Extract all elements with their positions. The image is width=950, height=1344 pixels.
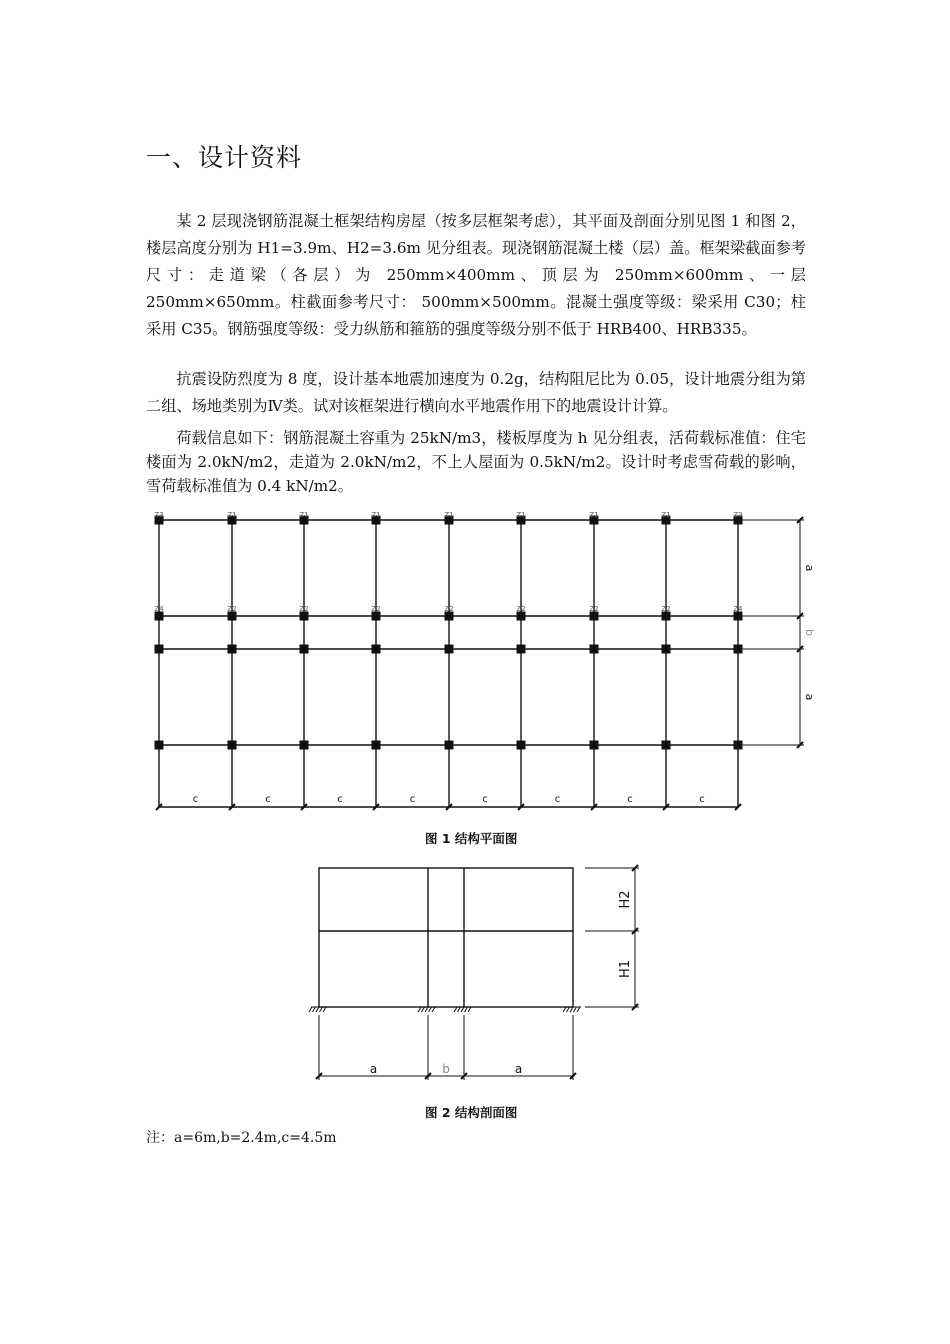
plan-column-label-top: Z3 [154, 511, 164, 519]
plan-column-label-mid: Z2 [516, 605, 526, 613]
paragraph-seismic-info: 抗震设防烈度为 8 度，设计基本地震加速度为 0.2g，结构阻尼比为 0.05，设计地震分组为第二组、场地类别为Ⅳ类。试对该框架进行横向水平地震作用下的地震设计计算。 [146, 370, 806, 415]
support-hatch [425, 1007, 428, 1012]
support-hatch [320, 1007, 323, 1012]
plan-column-r3-c8 [662, 645, 671, 654]
plan-column-label-top: Z3 [733, 511, 743, 519]
support-hatch [313, 1007, 316, 1012]
plan-column-label-top: Z1 [589, 511, 599, 519]
plan-column-label-mid: Z2 [299, 605, 309, 613]
plan-column-label-top: Z1 [661, 511, 671, 519]
figure2-caption: 图 2 结构剖面图 [425, 1105, 518, 1120]
support-hatch [454, 1007, 457, 1012]
paragraph-design-info: 某 2 层现浇钢筋混凝土框架结构房屋（按多层框架考虑），其平面及剖面分别见图 1 和图 2，楼层高度分别为 H1=3.9m、H2=3.6m 见分组表。现浇钢筋混凝土楼（层）盖。框架梁截面参考尺寸：走道梁（各层）为 250mm×400mm、顶层为 250mm×600mm、一层 250mm×650mm。柱截面参考尺寸： 500mm×500mm。混凝土强度等级：梁采用 C30；柱采用 C35。钢筋强度等级：受力纵筋和箍筋的强度等级分别不低于 HRB400、HRB335。 [146, 212, 806, 338]
plan-dim-label-c: c [554, 794, 561, 805]
plan-beam-grid [159, 520, 738, 807]
plan-column-r3-c4 [372, 645, 381, 654]
support-hatch [563, 1007, 566, 1012]
plan-column-r4-c6 [517, 741, 526, 750]
plan-column-label-mid: Z2 [589, 605, 599, 613]
support-hatch [461, 1007, 464, 1012]
plan-column-label-top: Z1 [299, 511, 309, 519]
section-dim-label-H2: H2 [618, 890, 633, 909]
plan-column-label-top: Z1 [371, 511, 381, 519]
plan-dim-label-c: c [699, 794, 705, 805]
support-hatch [570, 1007, 573, 1012]
support-hatch [567, 1007, 570, 1012]
plan-column-label-mid: Z2 [444, 605, 454, 613]
plan-dim-label-b: b [803, 629, 816, 636]
plan-column-r3-c5 [445, 645, 454, 654]
support-hatch [422, 1007, 425, 1012]
section-title: 一、设计资料 [146, 143, 303, 172]
plan-column-label-mid: Z4 [733, 605, 743, 613]
plan-column-r4-c3 [300, 741, 309, 750]
plan-dimensions [738, 517, 804, 748]
plan-column-r3-c2 [228, 645, 237, 654]
plan-column-r3-c6 [517, 645, 526, 654]
plan-column-label-mid: Z2 [661, 605, 671, 613]
figure1-caption: 图 1 结构平面图 [425, 831, 518, 846]
plan-dim-label-c: c [409, 794, 416, 805]
structural-plan-figure [140, 505, 820, 825]
plan-column-r3-c1 [155, 645, 164, 654]
support-hatch [429, 1007, 432, 1012]
support-hatch [418, 1007, 421, 1012]
section-dimension-labels [370, 890, 633, 1076]
section-dim-label-b: b [442, 1062, 450, 1076]
support-hatch [458, 1007, 461, 1012]
plan-column-r4-c4 [372, 741, 381, 750]
section-dim-label-H1: H1 [618, 959, 633, 979]
plan-column-r4-c7 [590, 741, 599, 750]
section-dimensions [316, 865, 639, 1080]
paragraph-load-info: 荷载信息如下：钢筋混凝土容重为 25kN/m3，楼板厚度为 h 见分组表，活荷载标准值：住宅楼面为 2.0kN/m2，走道为 2.0kN/m2，不上人屋面为 0.5kN/m2。设计时考虑雪荷载的影响，雪荷载标准值为 0.4 kN/m2。 [146, 429, 806, 495]
section-dim-label-a: a [369, 1062, 378, 1076]
plan-column-label-top: Z1 [516, 511, 526, 519]
plan-column-label-top: Z1 [444, 511, 454, 519]
plan-column-r4-c8 [662, 741, 671, 750]
support-hatch [465, 1007, 468, 1012]
support-hatch [468, 1007, 471, 1012]
plan-column-label-mid: Z2 [371, 605, 381, 613]
plan-column-label-mid: Z4 [154, 605, 164, 613]
support-hatch [577, 1007, 580, 1012]
plan-dim-label-c: c [265, 794, 271, 805]
support-hatch [432, 1007, 435, 1012]
support-hatch [316, 1007, 319, 1012]
plan-dim-label-a: a [803, 564, 816, 572]
fixed-supports [309, 1007, 581, 1012]
frame-outline [319, 868, 573, 1007]
plan-dim-label-c: c [482, 794, 488, 805]
plan-dim-label-c: c [627, 794, 633, 805]
plan-dim-label-a: a [803, 693, 816, 701]
support-hatch [309, 1007, 312, 1012]
plan-column-r3-c7 [590, 645, 599, 654]
plan-dim-label-c: c [337, 794, 343, 805]
section-dim-label-a: a [514, 1062, 523, 1076]
plan-column-r4-c2 [228, 741, 237, 750]
structural-section-figure [300, 860, 660, 1085]
section-frame [319, 868, 573, 1007]
plan-column-label-top: Z1 [227, 511, 237, 519]
support-hatch [574, 1007, 577, 1012]
dimension-note: 注：a=6m,b=2.4m,c=4.5m [146, 1130, 337, 1146]
plan-column-label-mid: Z2 [227, 605, 237, 613]
plan-column-r4-c5 [445, 741, 454, 750]
plan-column-labels [154, 511, 816, 805]
plan-dim-label-c: c [192, 794, 199, 805]
plan-column-r4-c1 [155, 741, 164, 750]
support-hatch [323, 1007, 326, 1012]
plan-column-r3-c3 [300, 645, 309, 654]
